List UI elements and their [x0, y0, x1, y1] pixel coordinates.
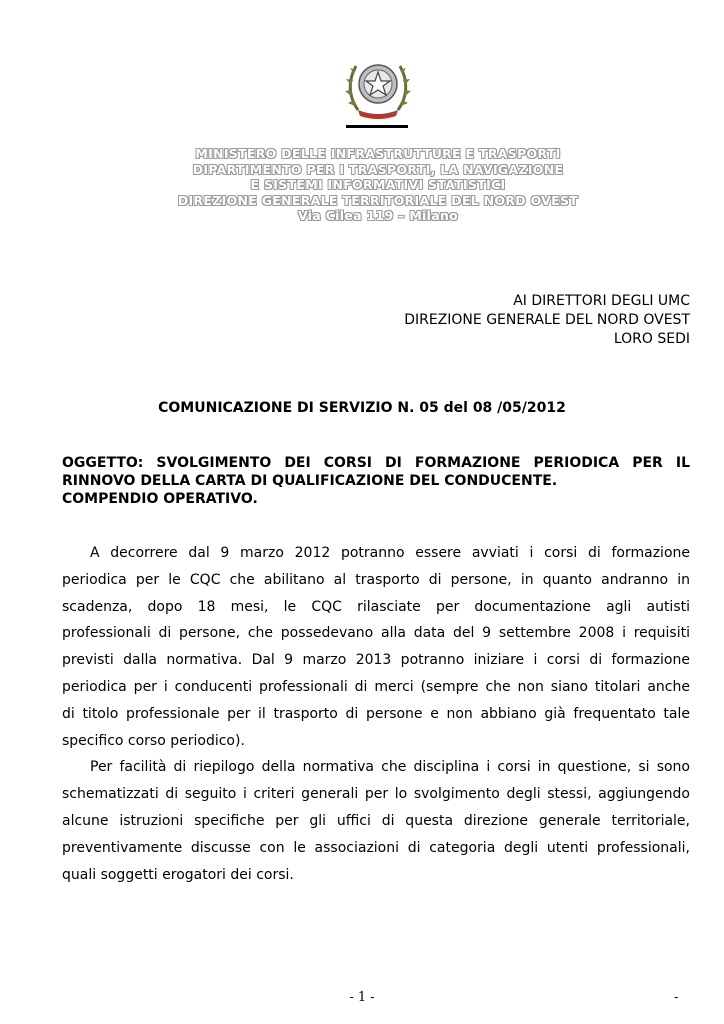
recipient-line: AI DIRETTORI DEGLI UMC: [513, 293, 690, 309]
page-number: - 1 -: [349, 990, 375, 1005]
body-line: quali soggetti erogatori dei corsi.: [62, 866, 294, 883]
body-line: alcune istruzioni specifiche per gli uffici di questa direzione generale territoriale,: [62, 812, 690, 829]
footer-dash: -: [674, 990, 679, 1005]
italian-republic-emblem-icon: [344, 50, 412, 122]
recipient-line: LORO SEDI: [613, 331, 690, 347]
subject-line: OGGETTO: SVOLGIMENTO DEI CORSI DI FORMAZIONE PERIODICA PER IL: [62, 455, 690, 471]
body-text: [62, 540, 690, 888]
recipients-block: [404, 292, 690, 349]
subject-line: COMPENDIO OPERATIVO.: [62, 491, 258, 507]
body-line: previsti dalla normativa. Dal 9 marzo 2013 potranno iniziare i corsi di formazione: [62, 652, 690, 669]
body-line: preventivamente discusse con le associazioni di categoria degli utenti professionali,: [62, 839, 690, 856]
header-line: DIREZIONE GENERALE TERRITORIALE DEL NORD OVEST: [177, 192, 579, 208]
header-line: E SISTEMI INFORMATIVI STATISTICI: [250, 177, 506, 192]
ministry-header: [100, 146, 656, 224]
body-line: schematizzati di seguito i criteri generali per lo svolgimento degli stessi, aggiungendo: [62, 786, 690, 803]
subject-line: RINNOVO DELLA CARTA DI QUALIFICAZIONE DEL CONDUCENTE.: [62, 473, 558, 489]
body-line: periodica per le CQC che abilitano al trasporto di persone, in quanto andranno in: [62, 571, 690, 588]
body-line: Per facilità di riepilogo della normativa che disciplina i corsi in questione, si sono: [90, 759, 690, 776]
body-line: specifico corso periodico).: [62, 732, 245, 749]
body-line: A decorrere dal 9 marzo 2012 potranno essere avviati i corsi di formazione: [90, 545, 690, 561]
recipient-line: DIREZIONE GENERALE DEL NORD OVEST: [404, 312, 690, 328]
body-line: scadenza, dopo 18 mesi, le CQC rilasciate per documentazione agli autisti: [62, 598, 690, 615]
header-line: MINISTERO DELLE INFRASTRUTTURE E TRASPORTI: [195, 146, 561, 161]
emblem-underline: [346, 125, 408, 128]
body-line: di titolo professionale per il trasporto di persone e non abbiano già frequentato tale: [62, 705, 690, 722]
header-line: DIPARTIMENTO PER I TRASPORTI, LA NAVIGAZIONE: [192, 161, 564, 177]
subject-block: [62, 454, 690, 508]
communication-title: COMUNICAZIONE DI SERVIZIO N. 05 del 08 /05/2012: [158, 400, 566, 416]
header-address: Via Cilea 119 – Milano: [297, 208, 459, 223]
body-line: professionali di persone, che possedevano alla data del 9 settembre 2008 i requisiti: [62, 625, 690, 642]
body-line: periodica per i conducenti professionali di merci (sempre che non siano titolari anche: [62, 678, 690, 695]
